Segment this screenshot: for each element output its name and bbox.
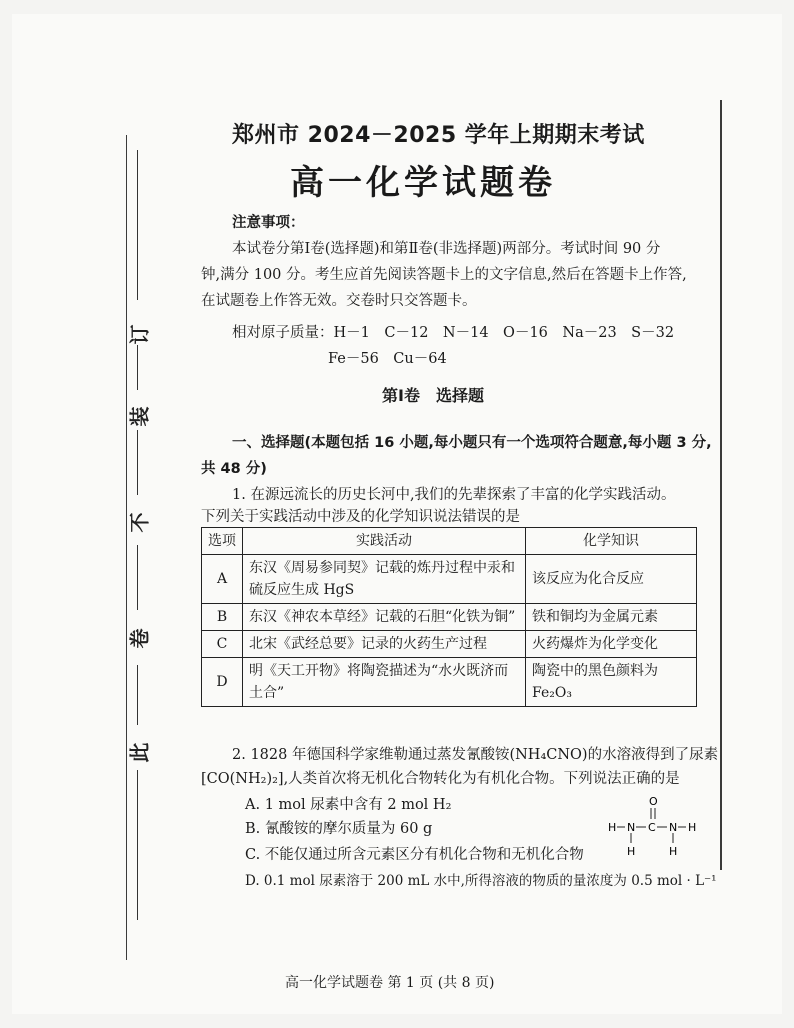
notice-line: 在试题卷上作答无效。交卷时只交答题卡。 xyxy=(201,293,477,309)
atomic-masses: Fe－56 Cu－64 xyxy=(328,351,447,367)
practice-cell xyxy=(243,658,526,707)
atom-label: N xyxy=(627,821,636,834)
question-stem: 下列关于实践活动中涉及的化学知识说法错误的是 xyxy=(201,509,520,525)
binding-char: 装 xyxy=(127,406,152,427)
practice-cell xyxy=(243,555,526,604)
section-intro: 一、选择题(本题包括 16 小题,每小题只有一个选项符合题意,每小题 3 分, xyxy=(232,435,712,451)
binding-dash xyxy=(137,665,138,725)
atom-label: C xyxy=(648,821,656,834)
knowledge-cell: 火药爆炸为化学变化 xyxy=(526,631,697,658)
notice-line: 本试卷分第Ⅰ卷(选择题)和第Ⅱ卷(非选择题)两部分。考试时间 90 分 xyxy=(232,241,661,257)
table-row xyxy=(202,658,697,707)
binding-dash xyxy=(137,545,138,610)
binding-dash xyxy=(137,150,138,300)
table-header: 选项 xyxy=(202,528,243,555)
question-stem: 1. 在源远流长的历史长河中,我们的先辈探索了丰富的化学实践活动。 xyxy=(232,487,676,503)
practice-text: 明《天工开物》将陶瓷描述为“水火既济而 xyxy=(249,663,509,679)
atom-label: O xyxy=(649,795,658,808)
option-d: D. 0.1 mol 尿素溶于 200 mL 水中,所得溶液的物质的量浓度为 0.5 mol · L⁻¹ xyxy=(245,873,717,889)
table-header: 化学知识 xyxy=(526,528,697,555)
practice-cell: 东汉《神农本草经》记载的石胆“化铁为铜” xyxy=(243,604,526,631)
atom-label: N xyxy=(669,821,678,834)
atom-label: H xyxy=(608,821,617,834)
binding-char: 卷 xyxy=(127,628,152,649)
page-footer: 高一化学试题卷 第 1 页 (共 8 页) xyxy=(285,975,495,991)
section-intro: 共 48 分) xyxy=(201,461,267,477)
table-row xyxy=(202,555,697,604)
practice-text: 土合” xyxy=(249,685,285,701)
option-b: B. 氰酸铵的摩尔质量为 60 g xyxy=(245,821,433,837)
practice-text: 东汉《周易参同契》记载的炼丹过程中汞和 xyxy=(249,560,515,576)
binding-char: 订 xyxy=(127,324,152,345)
binding-margin xyxy=(118,150,158,940)
binding-char: 此 xyxy=(127,742,152,763)
knowledge-cell: 该反应为化合反应 xyxy=(526,555,697,604)
table-row xyxy=(202,631,697,658)
knowledge-cell: 铁和铜均为金属元素 xyxy=(526,604,697,631)
question-stem: 2. 1828 年德国科学家维勒通过蒸发氰酸铵(NH₄CNO)的水溶液得到了尿素 xyxy=(232,747,719,763)
margin-line xyxy=(720,100,722,870)
notice-heading: 注意事项： xyxy=(232,215,305,231)
option-a: A. 1 mol 尿素中含有 2 mol H₂ xyxy=(245,797,452,813)
option-label: B xyxy=(202,604,243,631)
practice-text: 硫反应生成 HgS xyxy=(249,582,355,598)
atom-label: H xyxy=(627,845,636,858)
notice-line: 钟,满分 100 分。考生应首先阅读答题卡上的文字信息,然后在答题卡上作答, xyxy=(201,267,687,283)
question-1-table xyxy=(201,527,697,707)
table-header-row xyxy=(202,528,697,555)
binding-char: 不 xyxy=(127,512,152,533)
binding-dash xyxy=(137,770,138,920)
exam-subtitle: 高一化学试题卷 xyxy=(290,163,556,203)
atomic-masses: 相对原子质量：H－1 C－12 N－14 O－16 Na－23 S－32 xyxy=(232,325,675,341)
section-title: 第Ⅰ卷 选择题 xyxy=(382,386,484,405)
option-label: D xyxy=(202,658,243,707)
binding-dash xyxy=(137,430,138,495)
atom-label: H xyxy=(688,821,697,834)
option-label: A xyxy=(202,555,243,604)
option-label: C xyxy=(202,631,243,658)
table-row xyxy=(202,604,697,631)
urea-structure xyxy=(606,795,706,860)
question-stem: [CO(NH₂)₂],人类首次将无机化合物转化为有机化合物。下列说法正确的是 xyxy=(201,771,680,787)
table-header: 实践活动 xyxy=(243,528,526,555)
practice-cell: 北宋《武经总要》记录的火药生产过程 xyxy=(243,631,526,658)
option-c: C. 不能仅通过所含元素区分有机化合物和无机化合物 xyxy=(245,847,584,863)
exam-title: 郑州市 2024－2025 学年上期期末考试 xyxy=(232,123,645,148)
knowledge-cell: 陶瓷中的黑色颜料为 Fe₂O₃ xyxy=(526,658,697,707)
atom-label: H xyxy=(669,845,678,858)
